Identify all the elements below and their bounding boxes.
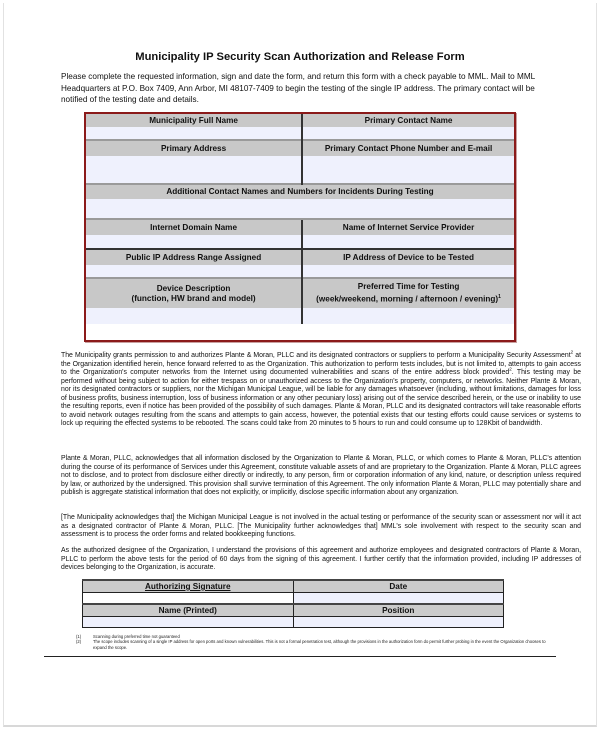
device-description-label — [86, 278, 302, 308]
position-field[interactable] — [293, 616, 504, 627]
primary-address-field[interactable] — [86, 156, 302, 184]
form-title: Municipality IP Security Scan Authorization and Release Form — [135, 51, 465, 63]
isp-name-label: Name of Internet Service Provider — [302, 219, 514, 235]
position-label: Position — [293, 604, 504, 617]
public-ip-range-field[interactable] — [86, 265, 302, 278]
preferred-time-title: Preferred Time for Testing — [357, 282, 460, 292]
municipality-full-name-label: Municipality Full Name — [86, 114, 302, 127]
footnotes — [76, 634, 556, 650]
confidentiality-paragraph: Plante & Moran, PLLC, acknowledges that all information disclosed by the Organization to Plante & Moran, PLLC, or which comes to Plante & Moran, PLLC's attention during the course of its performance of Services under this Agreement, constitute valuable assets of and are proprietary to the Organization. Plante & Moran, PLLC agrees not to disclose, and to protect from disclosure either directly or indirectly, to any person, firm or corporation information of any kind, nature, or description unless required by law, or authorized by the undersigned. This provision shall survive termination of this Agreement. The only information Plante & Moran, PLLC may potentially share and publish is aggregate statistical information that does not explicitly, or implicitly, disclose specific information about any organization. — [61, 455, 581, 497]
internet-domain-name-label: Internet Domain Name — [86, 219, 302, 235]
permission-paragraph: The Municipality grants permission to and authorizes Plante & Moran, PLLC and its designated contractors or suppliers to perform a Municipality Security Assessment$^2$ at the Organization identified herein, hence forward referred to as the Organization. This authorization to perform tests includes, but is not limited to, attempts to gain access to the Organization's computer networks from the Internet using documented vulnerabilities and scans of the entire address block provided$^2$. This testing may be performed without being subject to action for either trespass on or unauthorized access to the Organization's property, computers, or networks. Neither Plante & Moran, nor its designated contractors or suppliers, nor the Michigan Municipal League, will be liable for any damages whatsoever (including, without limitations, damages for loss of business profits, business interruption, loss of business information or any other pecuniary loss) arising out of the service described herein, or the use or inability to use the resulting reports, even if notice has been provided of the possibility of such damages. Plante & Moran, PLLC and its designated contractors will take reasonable efforts to avoid network outages resulting from the scans and attempts to gain access, however, the potential exists that our testing efforts could cause services or systems to lock up requiring the effected systems to be rebooted. The scans could take from 20 minutes to 5 hours to run and could consume up to 128Kbit of bandwidth. — [61, 349, 581, 428]
contact-info-table — [84, 112, 516, 342]
name-printed-label: Name (Printed) — [83, 604, 294, 617]
preferred-time-label — [302, 278, 514, 308]
mml-acknowledgement-paragraph: [The Municipality acknowledges that] the Michigan Municipal League is not involved in the actual testing or performance of the security scan or assessment nor will it act as a designated contractor of Plante & Moran, PLLC. [The Municipality further acknowledges that] MML's sole involvement with respect to the security scan and assessment is to process the order forms and related bookkeeping functions. — [61, 514, 581, 539]
footnote-1: (1) Scanning during preferred time not guaranteed — [76, 634, 180, 639]
authorizing-signature-field[interactable] — [83, 593, 294, 604]
preferred-time-hint: (week/weekend, morning / afternoon / evening)$^1$ — [316, 294, 501, 304]
additional-contacts-label: Additional Contact Names and Numbers for Incidents During Testing — [86, 184, 514, 199]
footer-divider — [44, 656, 556, 657]
footnote-ref-2b: 2 — [509, 366, 512, 372]
primary-contact-phone-email-field[interactable] — [302, 156, 514, 184]
isp-name-field[interactable] — [302, 235, 514, 249]
device-ip-field[interactable] — [302, 265, 514, 278]
name-printed-field[interactable] — [83, 616, 294, 627]
device-description-field[interactable] — [86, 308, 302, 324]
internet-domain-name-field[interactable] — [86, 235, 302, 249]
footnote-ref-2a: 2 — [570, 349, 574, 355]
device-description-hint: (function, HW brand and model) — [131, 293, 256, 303]
primary-contact-name-field[interactable] — [302, 127, 514, 140]
additional-contacts-field[interactable] — [86, 199, 514, 219]
primary-contact-phone-email-label: Primary Contact Phone Number and E-mail — [302, 140, 514, 156]
signature-table — [82, 579, 504, 628]
primary-contact-name-label: Primary Contact Name — [302, 114, 514, 127]
intro-paragraph: Please complete the requested information, sign and date the form, and return this form with a check payable to MML. Mail to MML Headquarters at P.O. Box 7409, Ann Arbor, MI 48107-7409 to begin the testing of the single IP address. The primary contact will be notified of the testing date and details. — [61, 72, 535, 105]
municipality-full-name-field[interactable] — [86, 127, 302, 140]
authorizing-signature-label: Authorizing Signature — [83, 580, 294, 593]
footnote-ref-1: 1 — [498, 294, 501, 301]
footnote-2: (2) The scope includes scanning of a single IP address for open ports and known vulnerabilities. This is not a formal penetration test, although the provisions in the authorization form do permit further probing in the event the Organization chooses to expand the scope. — [76, 639, 546, 650]
device-ip-label: IP Address of Device to be Tested — [302, 249, 514, 265]
public-ip-range-label: Public IP Address Range Assigned — [86, 249, 302, 265]
device-description-title: Device Description — [156, 283, 231, 293]
date-field[interactable] — [293, 593, 504, 604]
primary-address-label: Primary Address — [86, 140, 302, 156]
preferred-time-field[interactable] — [302, 308, 514, 324]
date-label: Date — [293, 580, 504, 593]
certification-paragraph: As the authorized designee of the Organization, I understand the provisions of this agreement and authorize employees and designated contractors of Plante & Moran, PLLC to perform the above tests for the period of 60 days from the signing of this agreement. I further certify that the information provided, including IP addresses of devices belonging to the Organization, is accurate. — [61, 547, 581, 572]
